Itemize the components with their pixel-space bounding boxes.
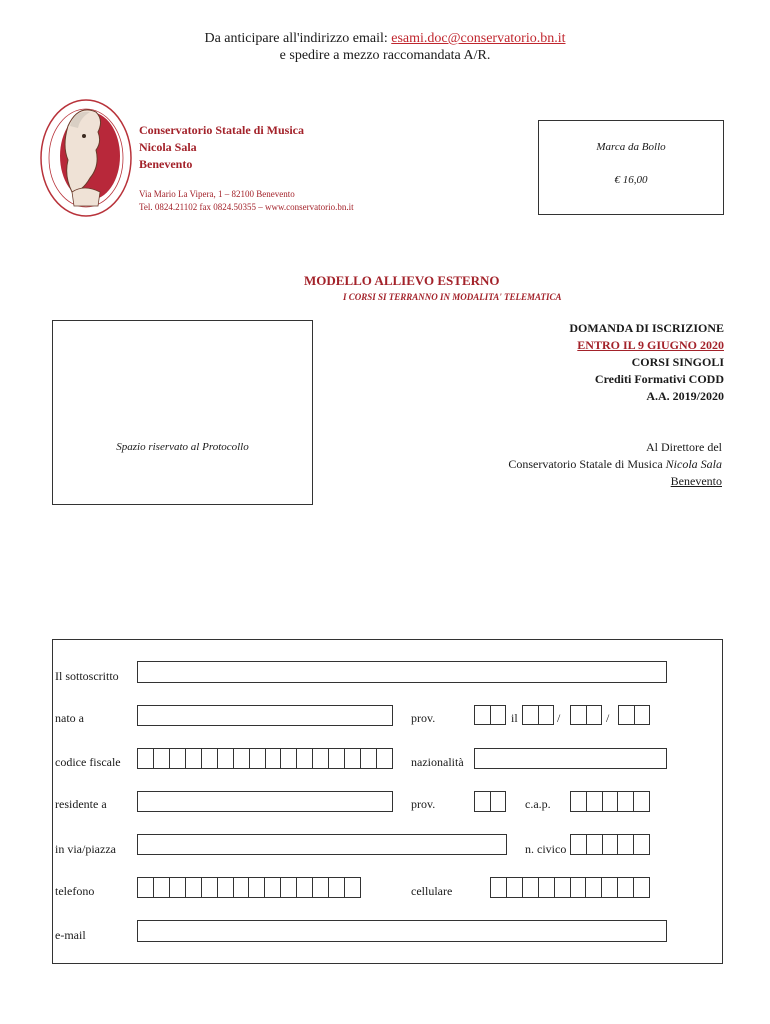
label-via-piazza: in via/piazza bbox=[55, 842, 116, 856]
label-telefono: telefono bbox=[55, 884, 95, 898]
institution-contacts: Via Mario La Vipera, 1 – 82100 Benevento Tel. 0824.21102 fax 0824.50355 – www.conservatorio.bn.it bbox=[139, 189, 354, 212]
label-nazionalita: nazionalità bbox=[411, 755, 464, 769]
send-instructions-line2: e spedire a mezzo raccomandata A/R. bbox=[279, 48, 491, 63]
cap-field[interactable] bbox=[570, 791, 650, 812]
label-residence-prov: prov. bbox=[411, 797, 436, 811]
street-field[interactable] bbox=[137, 834, 507, 855]
label-sottoscritto: Il sottoscritto bbox=[55, 669, 119, 683]
recipient-block: Al Direttore del Conservatorio Statale di Musica Nicola Sala Benevento bbox=[508, 440, 722, 488]
institution-name: Conservatorio Statale di Musica Nicola Sala Benevento bbox=[139, 123, 304, 171]
label-email: e-mail bbox=[55, 928, 86, 942]
label-birth-prov: prov. bbox=[411, 711, 436, 725]
conservatorio-seal-logo bbox=[38, 96, 134, 220]
date-slash-2: / bbox=[606, 711, 610, 725]
stamp-box bbox=[538, 120, 724, 215]
protocol-label: Spazio riservato al Protocollo bbox=[116, 441, 249, 453]
birth-month-field[interactable] bbox=[570, 705, 602, 725]
email-field[interactable] bbox=[137, 920, 667, 942]
birthplace-field[interactable] bbox=[137, 705, 393, 726]
label-nato-a: nato a bbox=[55, 711, 84, 725]
stamp-label: Marca da Bollo bbox=[596, 141, 666, 153]
date-slash-1: / bbox=[557, 711, 561, 725]
label-cap: c.a.p. bbox=[525, 797, 551, 811]
stamp-amount: € 16,00 bbox=[614, 174, 648, 186]
send-instructions-line1: Da anticipare all'indirizzo email: esami.doc@conservatorio.bn.it bbox=[204, 31, 566, 46]
label-codice-fiscale: codice fiscale bbox=[55, 755, 121, 769]
nazionalita-field[interactable] bbox=[474, 748, 667, 769]
label-il: il bbox=[511, 711, 518, 725]
label-cellulare: cellulare bbox=[411, 884, 453, 898]
application-block: DOMANDA DI ISCRIZIONE ENTRO IL 9 GIUGNO 2020 CORSI SINGOLI Crediti Formativi CODD A.A. 2019/2020 bbox=[569, 321, 724, 403]
residence-field[interactable] bbox=[137, 791, 393, 812]
birth-prov-field[interactable] bbox=[474, 705, 506, 725]
birth-day-field[interactable] bbox=[522, 705, 554, 725]
cellulare-field[interactable] bbox=[490, 877, 650, 898]
codice-fiscale-field[interactable] bbox=[137, 748, 393, 769]
birth-year-field[interactable] bbox=[618, 705, 650, 725]
label-n-civico: n. civico bbox=[525, 842, 567, 856]
sottoscritto-field[interactable] bbox=[137, 661, 667, 683]
house-number-field[interactable] bbox=[570, 834, 650, 855]
residence-prov-field[interactable] bbox=[474, 791, 506, 812]
protocol-box bbox=[52, 320, 313, 505]
model-title: MODELLO ALLIEVO ESTERNO bbox=[304, 273, 500, 288]
label-residente-a: residente a bbox=[55, 797, 107, 811]
model-subtitle: I CORSI SI TERRANNO IN MODALITA' TELEMATICA bbox=[343, 292, 562, 302]
email-link[interactable]: esami.doc@conservatorio.bn.it bbox=[391, 31, 566, 46]
telefono-field[interactable] bbox=[137, 877, 361, 898]
